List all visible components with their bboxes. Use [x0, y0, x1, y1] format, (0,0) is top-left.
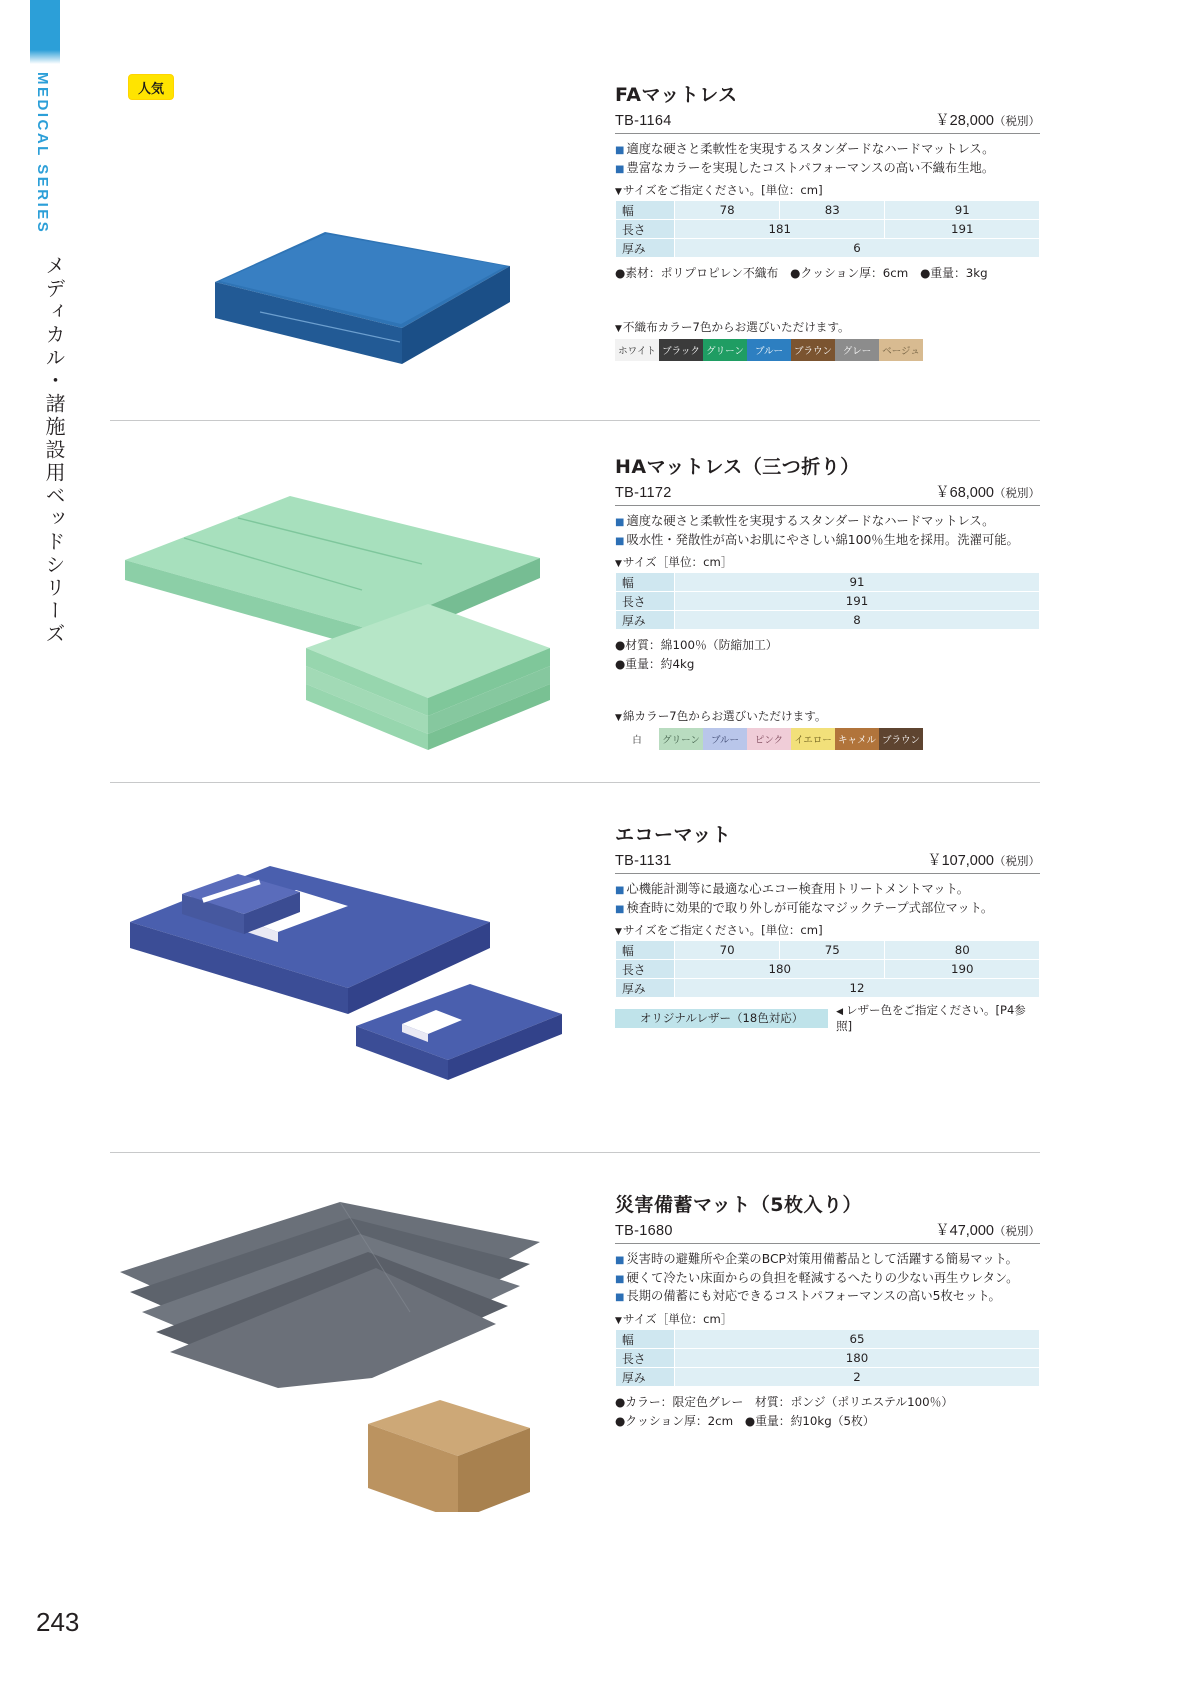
table-row: [616, 960, 1040, 979]
product-price-tax-2: （税別）: [994, 856, 1040, 868]
product-price-0: [935, 109, 1040, 130]
size-row-label: 長さ: [616, 1349, 675, 1368]
product-bullet: ■ 豊富なカラーを実現したコストパフォーマンスの高い不織布生地。: [615, 159, 1040, 178]
product-bullets-1: [615, 512, 1040, 549]
color-swatch-list-0: [615, 339, 1040, 361]
product-price-tax-0: （税別）: [994, 116, 1040, 128]
size-table-0: [615, 200, 1040, 258]
size-cell: 180: [675, 960, 885, 979]
product-price-3: [935, 1219, 1040, 1240]
size-cell: 2: [675, 1368, 1040, 1387]
color-swatch: グレー: [835, 339, 879, 361]
product-bullet: ■ 検査時に効果的で取り外しが可能なマジックテープ式部位マット。: [615, 899, 1040, 918]
leather-option-note: ◀ レザー色をご指定ください。[P4参照]: [836, 1002, 1040, 1034]
series-title-jp: メディカル・諸施設用ベッドシリーズ: [42, 255, 66, 646]
size-cell: 8: [675, 611, 1040, 630]
product-bullet: ■ 災害時の避難所や企業のBCP対策用備蓄品として活躍する簡易マット。: [615, 1250, 1040, 1269]
color-swatch: グリーン: [703, 339, 747, 361]
product-title-2: エコーマット: [615, 824, 732, 846]
product-bullet: ■ 長期の備蓄にも対応できるコストパフォーマンスの高い5枚セット。: [615, 1287, 1040, 1306]
size-table-2: [615, 940, 1040, 998]
color-swatch: ブラック: [659, 339, 703, 361]
size-table-3: [615, 1329, 1040, 1387]
section-divider: [110, 1152, 1040, 1153]
size-cell: 80: [885, 941, 1040, 960]
color-swatch: ブルー: [703, 728, 747, 750]
product-price-tax-1: （税別）: [994, 488, 1040, 500]
color-swatch: ベージュ: [879, 339, 923, 361]
product-code-2: TB-1131: [615, 853, 672, 869]
popular-badge-0: 人気: [128, 74, 174, 100]
product-price-value-0: ￥28,000: [935, 113, 994, 129]
leather-option-label: オリジナルレザー（18色対応）: [615, 1009, 828, 1028]
product-price-value-1: ￥68,000: [935, 485, 994, 501]
spec-line: ●カラー：限定色グレー 材質：ポンジ（ポリエステル100％）: [615, 1395, 954, 1410]
product-code-0: TB-1164: [615, 113, 672, 129]
color-swatch-list-1: [615, 728, 1040, 750]
size-cell: 65: [675, 1330, 1040, 1349]
section-divider: [110, 420, 1040, 421]
product-code-1: TB-1172: [615, 485, 672, 501]
size-table-1: [615, 572, 1040, 630]
size-row-label: 幅: [616, 941, 675, 960]
echo-mat-illustration: [110, 802, 585, 1132]
size-cell: 12: [675, 979, 1040, 998]
product-bullets-3: [615, 1250, 1040, 1306]
color-swatch: ホワイト: [615, 339, 659, 361]
size-cell: 75: [780, 941, 885, 960]
product-title-0: FAマットレス: [615, 84, 738, 106]
product-title-3: 災害備蓄マット（5枚入り）: [615, 1194, 862, 1216]
size-cell: 91: [885, 201, 1040, 220]
product-info-2: [615, 820, 1040, 1034]
product-specs-1: [615, 636, 1040, 674]
leather-option-row-2: [615, 1002, 1040, 1034]
size-cell: 191: [885, 220, 1040, 239]
spec-line: ●クッション厚：2cm ●重量：約10kg（5枚）: [615, 1413, 875, 1428]
color-swatch: ブラウン: [879, 728, 923, 750]
spec-line: ●材質：綿100％（防縮加工）: [615, 638, 778, 653]
product-specs-0: [615, 264, 1040, 283]
size-row-label: 幅: [616, 573, 675, 592]
product-bullet: ■ 吸水性・発散性が高いお肌にやさしい綿100％生地を採用。洗濯可能。: [615, 531, 1040, 550]
product-photo-2: [110, 802, 585, 1132]
product-bullets-0: [615, 140, 1040, 177]
product-bullet: ■ 硬くて冷たい床面からの負担を軽減するへたりの少ない再生ウレタン。: [615, 1269, 1040, 1288]
size-table-heading-1: ▼ サイズ［単位：cm］: [615, 554, 1040, 570]
product-photo-3: [110, 1172, 585, 1512]
table-row: [616, 201, 1040, 220]
color-heading-0: ▼ 不織布カラー7色からお選びいただけます。: [615, 319, 1040, 335]
product-code-3: TB-1680: [615, 1223, 673, 1239]
size-row-label: 厚み: [616, 979, 675, 998]
size-cell: 70: [675, 941, 780, 960]
series-title-en: MEDICAL SERIES: [34, 72, 51, 235]
spec-line: ●素材：ポリプロピレン不織布 ●クッション厚：6cm ●重量：3kg: [615, 266, 988, 281]
size-cell: 180: [675, 1349, 1040, 1368]
product-price-1: [935, 481, 1040, 502]
size-table-heading-0: ▼ サイズをご指定ください。[単位：cm]: [615, 182, 1040, 198]
product-price-value-3: ￥47,000: [935, 1223, 994, 1239]
series-spine: [0, 0, 88, 1697]
table-row: [616, 1368, 1040, 1387]
product-code-price-row-1: [615, 481, 1040, 506]
product-photo-1: [110, 440, 585, 760]
table-row: [616, 611, 1040, 630]
product-code-price-row-0: [615, 109, 1040, 134]
size-row-label: 厚み: [616, 1368, 675, 1387]
table-row: [616, 1330, 1040, 1349]
table-row: [616, 941, 1040, 960]
size-table-heading-2: ▼ サイズをご指定ください。[単位：cm]: [615, 922, 1040, 938]
size-row-label: 長さ: [616, 592, 675, 611]
product-info-1: [615, 452, 1040, 750]
color-swatch: グリーン: [659, 728, 703, 750]
size-row-label: 厚み: [616, 239, 675, 258]
disaster-mat-illustration: [110, 1172, 585, 1512]
product-bullets-2: [615, 880, 1040, 917]
size-row-label: 長さ: [616, 960, 675, 979]
color-swatch: ピンク: [747, 728, 791, 750]
product-code-price-row-3: [615, 1219, 1040, 1244]
size-cell: 78: [675, 201, 780, 220]
fa-mattress-illustration: [110, 60, 585, 400]
section-divider: [110, 782, 1040, 783]
table-row: [616, 220, 1040, 239]
product-info-0: [615, 80, 1040, 361]
size-row-label: 厚み: [616, 611, 675, 630]
spec-line: ●重量：約4kg: [615, 657, 695, 672]
spine-tab-marker: [30, 0, 60, 62]
product-bullet: ■ 適度な硬さと柔軟性を実現するスタンダードなハードマットレス。: [615, 512, 1040, 531]
table-row: [616, 239, 1040, 258]
table-row: [616, 1349, 1040, 1368]
product-specs-3: [615, 1393, 1040, 1431]
color-swatch: キャメル: [835, 728, 879, 750]
table-row: [616, 979, 1040, 998]
size-cell: 181: [675, 220, 885, 239]
product-photo-0: [110, 60, 585, 400]
size-cell: 190: [885, 960, 1040, 979]
product-price-value-2: ￥107,000: [927, 853, 994, 869]
product-price-2: [927, 849, 1040, 870]
size-cell: 83: [780, 201, 885, 220]
color-swatch: イエロー: [791, 728, 835, 750]
size-row-label: 幅: [616, 1330, 675, 1349]
page-number: 243: [36, 1607, 80, 1637]
product-info-3: [615, 1190, 1040, 1431]
table-row: [616, 592, 1040, 611]
product-bullet: ■ 適度な硬さと柔軟性を実現するスタンダードなハードマットレス。: [615, 140, 1040, 159]
table-row: [616, 573, 1040, 592]
ha-mattress-illustration: [110, 440, 585, 760]
color-swatch: ブラウン: [791, 339, 835, 361]
color-swatch: ブルー: [747, 339, 791, 361]
size-cell: 91: [675, 573, 1040, 592]
product-code-price-row-2: [615, 849, 1040, 874]
size-row-label: 長さ: [616, 220, 675, 239]
color-heading-1: ▼ 綿カラー7色からお選びいただけます。: [615, 708, 1040, 724]
size-cell: 191: [675, 592, 1040, 611]
size-table-heading-3: ▼ サイズ［単位：cm］: [615, 1311, 1040, 1327]
color-swatch: 白: [615, 728, 659, 750]
product-price-tax-3: （税別）: [994, 1226, 1040, 1238]
size-cell: 6: [675, 239, 1040, 258]
product-bullet: ■ 心機能計測等に最適な心エコー検査用トリートメントマット。: [615, 880, 1040, 899]
size-row-label: 幅: [616, 201, 675, 220]
product-title-1: HAマットレス（三つ折り）: [615, 456, 860, 478]
